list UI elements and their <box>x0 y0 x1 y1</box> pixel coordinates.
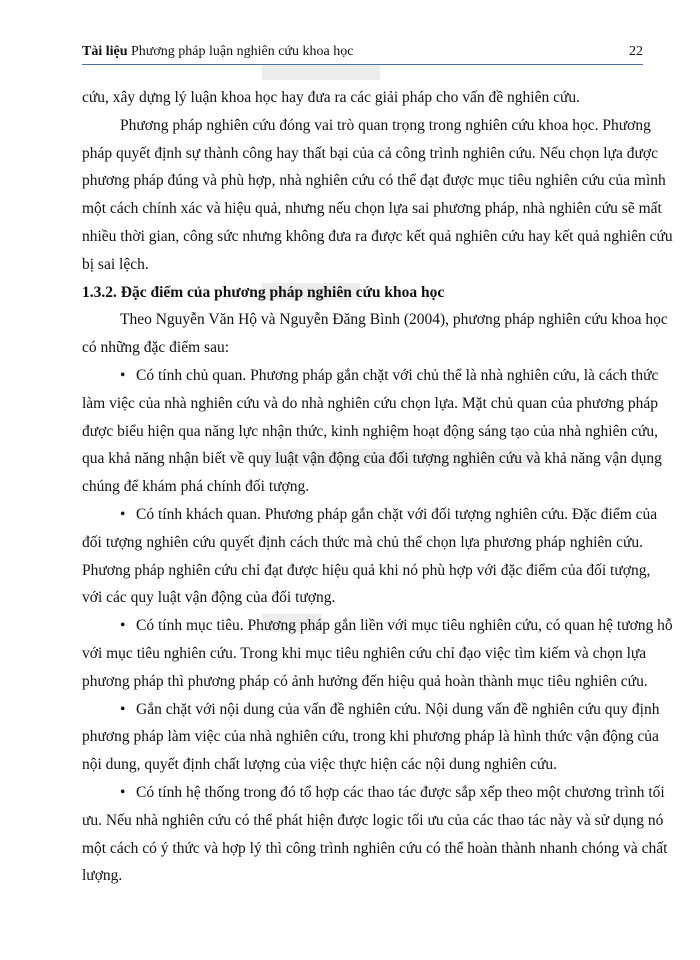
bullet-icon: • <box>120 700 126 718</box>
paragraph-line: pháp quyết định sự thành công hay thất bại của cả công trình nghiên cứu. Nếu chọn lựa được <box>82 144 658 162</box>
bullet-line <box>82 362 659 390</box>
bullet-line: lượng. <box>82 867 123 885</box>
paragraph-line: Phương pháp nghiên cứu đóng vai trò quan trọng trong nghiên cứu khoa học. Phương <box>120 116 651 134</box>
document-title <box>82 44 353 60</box>
bullet-icon: • <box>120 783 126 801</box>
paragraph-line: phương pháp đúng và phù hợp, nhà nghiên cứu có thể đạt được mục tiêu nghiên cứu của mình <box>82 172 666 190</box>
bullet-line: ưu. Nếu nhà nghiên cứu có thể phát hiện được logic tối ưu của các thao tác này và sử dụng nó <box>82 811 664 829</box>
bullet-line: nội dung, quyết định chất lượng của việc thực hiện các nội dung nghiên cứu. <box>82 756 558 774</box>
selection-highlight <box>262 64 380 80</box>
bullet-line: đối tượng nghiên cứu quyết định cách thức mà chủ thể chọn lựa phương pháp nghiên cứu. <box>82 533 643 551</box>
bullet-line: một cách có ý thức và hợp lý thì công trình nghiên cứu có thể hoàn thành nhanh chóng và chất <box>82 839 668 857</box>
page-header <box>82 44 643 62</box>
bullet-line: với mục tiêu nghiên cứu. Trong khi mục tiêu nghiên cứu chỉ đạo việc tìm kiếm và chọn lựa <box>82 644 647 662</box>
paragraph-line: có những đặc điểm sau: <box>82 339 230 357</box>
bullet-line <box>82 501 658 529</box>
bullet-line: qua khả năng nhận biết về quy luật vận động của đối tượng nghiên cứu và khả năng vận dụng <box>82 450 662 468</box>
title-bold: Tài liệu <box>82 44 128 59</box>
page-body <box>82 84 673 890</box>
page-number: 22 <box>629 44 643 59</box>
bullet-line: làm việc của nhà nghiên cứu và do nhà nghiên cứu chọn lựa. Mặt chủ quan của phương pháp <box>82 394 658 412</box>
bullet-line: phương pháp làm việc của nhà nghiên cứu, trong khi phương pháp là hình thức vận động của <box>82 728 659 746</box>
header-rule <box>82 64 643 65</box>
bullet-icon: • <box>120 617 126 635</box>
bullet-line <box>82 696 660 724</box>
bullet-line <box>82 612 673 640</box>
paragraph-line: cứu, xây dựng lý luận khoa học hay đưa ra các giải pháp cho vấn đề nghiên cứu. <box>82 89 581 106</box>
bullet-line: với các quy luật vận động của đối tượng. <box>82 589 336 607</box>
paragraph-line: nhiều thời gian, công sức nhưng không đưa ra được kết quả nghiên cứu hay kết quả nghiên cứu <box>82 227 673 245</box>
section-heading: 1.3.2. Đặc điểm của phương pháp nghiên cứu khoa học <box>82 283 445 301</box>
bullet-line: chúng để khám phá chính đối tượng. <box>82 478 310 496</box>
bullet-text: Có tính hệ thống trong đó tổ hợp các thao tác được sắp xếp theo một chương trình tối <box>136 783 665 801</box>
bullet-text: Có tính khách quan. Phương pháp gắn chặt với đối tượng nghiên cứu. Đặc điểm của <box>136 505 658 523</box>
title-rest: Phương pháp luận nghiên cứu khoa học <box>127 44 354 59</box>
bullet-icon: • <box>120 366 126 384</box>
paragraph-line: một cách chính xác và hiệu quả, nhưng nếu chọn lựa sai phương pháp, nhà nghiên cứu sẽ mất <box>82 200 662 218</box>
bullet-icon: • <box>120 505 126 523</box>
bullet-line: được biểu hiện qua năng lực nhận thức, kinh nghiệm hoạt động sáng tạo của nhà nghiên cứu, <box>82 422 658 440</box>
bullet-text: Có tính mục tiêu. Phương pháp gắn liền với mục tiêu nghiên cứu, có quan hệ tương hỗ <box>136 617 673 635</box>
bullet-line <box>82 779 665 807</box>
paragraph-line: Theo Nguyễn Văn Hộ và Nguyễn Đăng Bình (2004), phương pháp nghiên cứu khoa học <box>120 311 668 329</box>
bullet-text: Gắn chặt với nội dung của vấn đề nghiên cứu. Nội dung vấn đề nghiên cứu quy định <box>136 700 660 718</box>
bullet-line: phương pháp thì phương pháp có ảnh hưởng đến hiệu quả hoàn thành mục tiêu nghiên cứu. <box>82 672 648 690</box>
bullet-line: Phương pháp nghiên cứu chỉ đạt được hiệu quả khi nó phù hợp với đặc điểm của đối tượng, <box>82 561 651 579</box>
bullet-text: Có tính chủ quan. Phương pháp gắn chặt với chủ thể là nhà nghiên cứu, là cách thức <box>136 366 659 384</box>
paragraph-line: bị sai lệch. <box>82 255 149 273</box>
